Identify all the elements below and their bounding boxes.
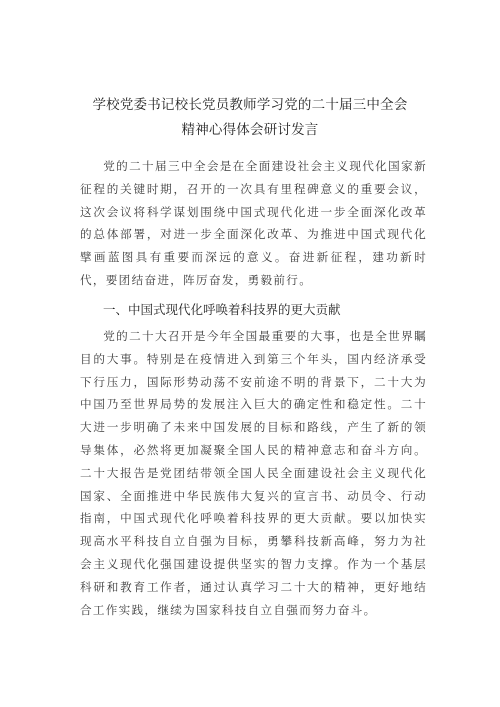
- paragraph-intro: 党的二十届三中全会是在全面建设社会主义现代化国家新征程的关键时期，召开的一次具有里程碑意义的重要会议，这次会议将科学谋划围绕中国式现代化进一步全面深化改革的总体部署，对进一步全面深化改革、为推进中国式现代化擘画蓝图具有重要而深远的意义。奋进新征程，建功新时代，要团结奋进，阵厉奋发，勇毅前行。: [80, 159, 427, 287]
- paragraph-section-1: 党的二十大召开是今年全国最重要的大事，也是全世界瞩目的大事。特别是在疫情进入到第三个年头，国内经济承受下行压力，国际形势动荡不安前途不明的背景下，二十大为中国乃至世界局势的发展注入巨大的确定性和稳定性。二十大进一步明确了未来中国发展的目标和路线，产生了新的领导集体，必然将更加凝聚全国人民的精神意志和奋斗方向。二十大报告是党团结带领全国人民全面建设社会主义现代化国家、全面推进中华民族伟大复兴的宣言书、动员令、行动指南，中国式现代化呼唤着科技界的更大贡献。要以加快实现高水平科技自立自强为目标，勇攀科技新高峰，努力为社会主义现代化强国建设提供坚实的智力支撑。作为一个基层科研和教育工作者，通过认真学习二十大的精神，更好地结合工作实践，继续为国家科技自立自强而努力奋斗。: [80, 329, 427, 617]
- section-heading-1: 一、中国式现代化呼唤着科技界的更大贡献: [103, 302, 341, 317]
- document-title-line-2: 精神心得体会研讨发言: [181, 122, 319, 138]
- document-title-line-1: 学校党委书记校长党员教师学习党的二十届三中全会: [92, 97, 408, 113]
